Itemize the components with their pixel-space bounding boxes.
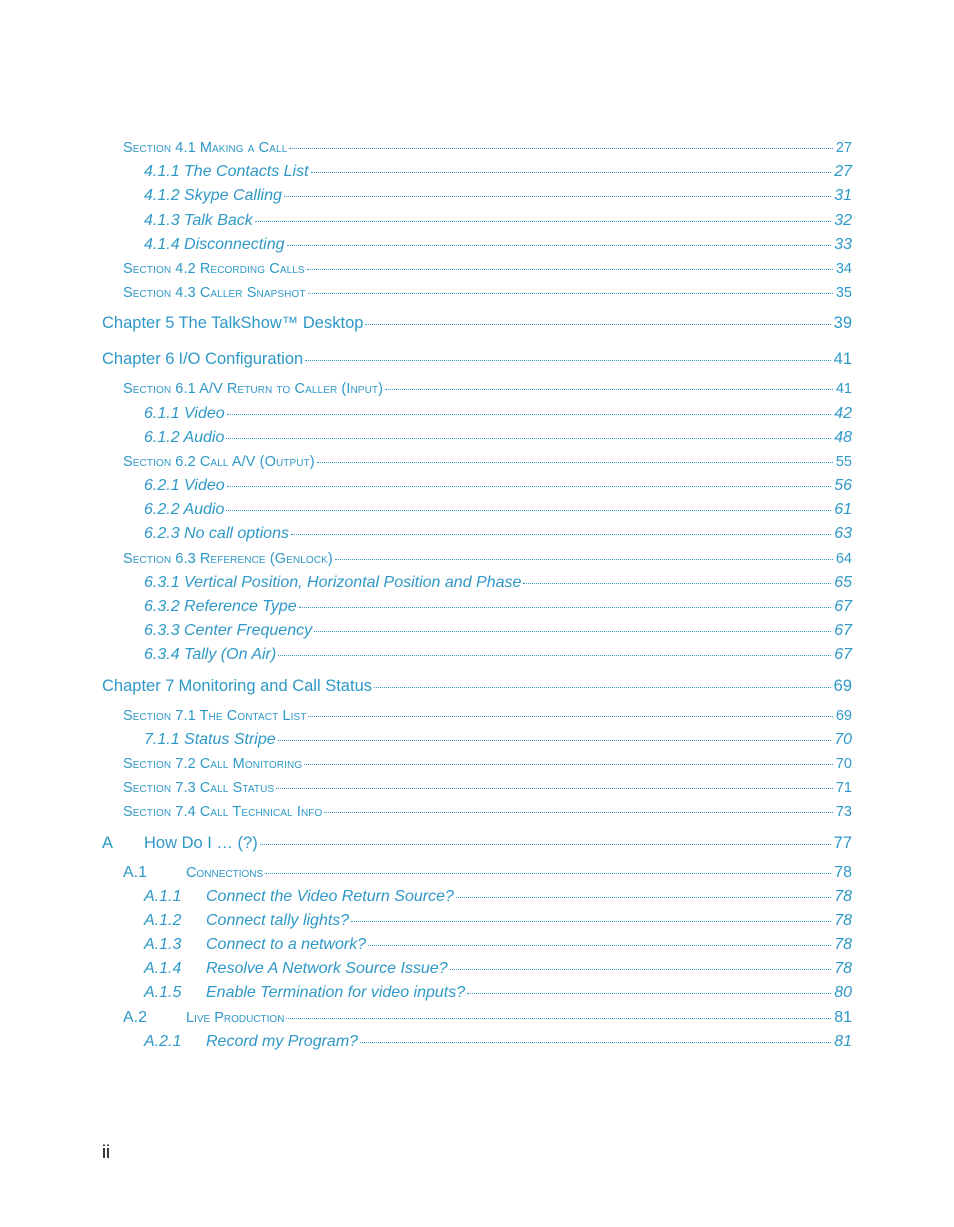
toc-entry-title: Section 6.1 A/V Return to Caller (Input) bbox=[123, 381, 384, 398]
toc-entry-title: Enable Termination for video inputs? bbox=[206, 984, 466, 1002]
toc-entry-sub[interactable] bbox=[102, 643, 852, 667]
toc-entry-title: Connect to a network? bbox=[206, 936, 367, 954]
dot-leader bbox=[365, 324, 830, 325]
toc-entry-page-number: 70 bbox=[834, 730, 852, 748]
toc-entry-title: Connect the Video Return Source? bbox=[206, 887, 454, 905]
dot-leader bbox=[305, 360, 830, 361]
toc-entry-page-number: 41 bbox=[833, 350, 852, 369]
toc-entry-title: Monitoring and Call Status bbox=[178, 676, 372, 695]
toc-entry-title: Section 4.3 Caller Snapshot bbox=[123, 285, 306, 302]
toc-entry-page-number: 67 bbox=[834, 598, 852, 615]
dot-leader bbox=[360, 1042, 831, 1043]
toc-entry-title: The TalkShow™ Desktop bbox=[178, 314, 364, 333]
toc-entry-title: 7.1.1 Status Stripe bbox=[144, 730, 276, 748]
toc-entry-title: Connections bbox=[186, 864, 264, 881]
dot-leader bbox=[287, 245, 832, 246]
toc-entry-page-number: 78 bbox=[834, 863, 852, 881]
dot-leader bbox=[324, 812, 832, 813]
dot-leader bbox=[260, 844, 831, 845]
toc-entry-sec[interactable] bbox=[102, 450, 852, 474]
dot-leader bbox=[286, 1018, 831, 1019]
toc-entry-sub[interactable] bbox=[102, 426, 852, 450]
dot-leader bbox=[314, 631, 831, 632]
toc-entry-sec[interactable] bbox=[102, 800, 852, 824]
toc-entry-number: A.1 bbox=[123, 863, 148, 881]
toc-entry-sub[interactable] bbox=[102, 522, 852, 546]
toc-entry-page-number: 80 bbox=[834, 984, 852, 1002]
toc-entry-title: 6.3.1 Vertical Position, Horizontal Position and Phase bbox=[144, 573, 522, 591]
toc-entry-page-number: 78 bbox=[834, 960, 852, 978]
toc-entry-title: Connect tally lights? bbox=[206, 911, 350, 929]
dot-leader bbox=[374, 687, 831, 688]
dot-leader bbox=[227, 414, 832, 415]
toc-entry-title: 6.3.4 Tally (On Air) bbox=[144, 646, 277, 664]
toc-entry-title: 6.2.3 No call options bbox=[144, 525, 289, 543]
dot-leader bbox=[284, 196, 831, 197]
dot-leader bbox=[304, 764, 833, 765]
toc-entry-number: A.1.2 bbox=[144, 911, 182, 929]
toc-entry-page-number: 67 bbox=[834, 646, 852, 664]
toc-entry-asub[interactable] bbox=[102, 957, 852, 981]
toc-entry-asub[interactable] bbox=[102, 933, 852, 957]
toc-entry-sub[interactable] bbox=[102, 233, 852, 257]
toc-entry-asub[interactable] bbox=[102, 981, 852, 1005]
toc-entry-sub[interactable] bbox=[102, 160, 852, 184]
toc-entry-page-number: 27 bbox=[834, 163, 852, 181]
toc-entry-title: Section 7.4 Call Technical Info bbox=[123, 804, 323, 821]
toc-entry-title: 6.1.1 Video bbox=[144, 404, 225, 422]
dot-leader bbox=[307, 269, 833, 270]
toc-entry-number: A bbox=[102, 833, 114, 852]
toc-entry-sub[interactable] bbox=[102, 595, 852, 619]
toc-entry-asub[interactable] bbox=[102, 1030, 852, 1054]
toc-entry-page-number: 67 bbox=[834, 622, 852, 640]
toc-entry-number: A.1.5 bbox=[144, 984, 182, 1002]
toc-entry-sec[interactable] bbox=[102, 704, 852, 728]
toc-entry-page-number: 73 bbox=[835, 804, 852, 821]
dot-leader bbox=[311, 172, 832, 173]
toc-entry-title: Section 7.3 Call Status bbox=[123, 780, 275, 797]
toc-entry-title: Live Production bbox=[186, 1009, 285, 1026]
toc-entry-page-number: 42 bbox=[834, 404, 852, 422]
toc-entry-page-number: 70 bbox=[835, 755, 852, 772]
toc-entry-sub[interactable] bbox=[102, 209, 852, 233]
toc-entry-page-number: 34 bbox=[835, 260, 852, 277]
toc-entry-page-number: 55 bbox=[835, 453, 852, 470]
dot-leader bbox=[291, 534, 831, 535]
toc-entry-sub[interactable] bbox=[102, 571, 852, 595]
toc-entry-page-number: 63 bbox=[834, 525, 852, 543]
toc-entry-sub[interactable] bbox=[102, 402, 852, 426]
toc-entry-page-number: 78 bbox=[834, 911, 852, 929]
toc-entry-page-number: 48 bbox=[834, 428, 852, 446]
toc-entry-chap[interactable] bbox=[102, 305, 852, 341]
toc-entry-title: 6.3.3 Center Frequency bbox=[144, 622, 313, 640]
toc-entry-page-number: 65 bbox=[834, 573, 852, 591]
toc-entry-title: 6.2.1 Video bbox=[144, 477, 225, 495]
toc-entry-page-number: 71 bbox=[835, 780, 852, 797]
dot-leader bbox=[385, 389, 833, 390]
toc-entry-sec[interactable] bbox=[102, 281, 852, 305]
toc-entry-title: Section 7.1 The Contact List bbox=[123, 707, 307, 724]
toc-entry-asec[interactable] bbox=[102, 861, 852, 885]
toc-entry-sub[interactable] bbox=[102, 619, 852, 643]
dot-leader bbox=[351, 921, 831, 922]
toc-entry-number: A.2.1 bbox=[144, 1032, 182, 1050]
toc-entry-page-number: 77 bbox=[833, 833, 852, 852]
dot-leader bbox=[308, 293, 833, 294]
toc-entry-number: A.2 bbox=[123, 1008, 148, 1026]
dot-leader bbox=[227, 486, 832, 487]
toc-entry-sub[interactable] bbox=[102, 474, 852, 498]
toc-entry-title: Section 6.2 Call A/V (Output) bbox=[123, 453, 315, 470]
toc-entry-number: Chapter 5 bbox=[102, 314, 175, 333]
toc-entry-title: Section 7.2 Call Monitoring bbox=[123, 755, 303, 772]
dot-leader bbox=[278, 655, 831, 656]
dot-leader bbox=[368, 945, 831, 946]
toc-entry-page-number: 31 bbox=[834, 187, 852, 205]
toc-entry-sec[interactable] bbox=[102, 547, 852, 571]
toc-entry-sub[interactable] bbox=[102, 184, 852, 208]
dot-leader bbox=[255, 221, 831, 222]
toc-entry-number: Chapter 7 bbox=[102, 676, 175, 695]
toc-entry-title: Section 4.2 Recording Calls bbox=[123, 260, 305, 277]
toc-entry-asec[interactable] bbox=[102, 1006, 852, 1030]
dot-leader bbox=[265, 873, 831, 874]
toc-entry-sec[interactable] bbox=[102, 136, 852, 160]
toc-entry-chap[interactable] bbox=[102, 341, 852, 377]
toc-entry-sec[interactable] bbox=[102, 752, 852, 776]
toc-entry-asub[interactable] bbox=[102, 885, 852, 909]
toc-entry-page-number: 32 bbox=[834, 211, 852, 229]
toc-entry-page-number: 56 bbox=[834, 477, 852, 495]
toc-entry-number: Chapter 6 bbox=[102, 350, 175, 369]
page-number: ii bbox=[102, 1142, 110, 1162]
dot-leader bbox=[308, 716, 832, 717]
toc-entry-page-number: 39 bbox=[833, 314, 852, 333]
toc-entry-title: I/O Configuration bbox=[178, 350, 304, 369]
toc-entry-page-number: 27 bbox=[835, 140, 852, 156]
toc-entry-sub[interactable] bbox=[102, 498, 852, 522]
toc-entry-asub[interactable] bbox=[102, 909, 852, 933]
dot-leader bbox=[226, 510, 831, 511]
toc-entry-number: A.1.1 bbox=[144, 887, 182, 905]
toc-entry-page-number: 33 bbox=[834, 235, 852, 253]
dot-leader bbox=[523, 583, 831, 584]
toc-entry-sub[interactable] bbox=[102, 728, 852, 752]
toc-entry-appx[interactable] bbox=[102, 825, 852, 861]
toc-entry-page-number: 41 bbox=[835, 381, 852, 398]
toc-entry-title: 4.1.2 Skype Calling bbox=[144, 187, 282, 205]
toc-entry-page-number: 78 bbox=[834, 936, 852, 954]
dot-leader bbox=[278, 740, 832, 741]
toc-entry-title: 4.1.4 Disconnecting bbox=[144, 235, 285, 253]
toc-entry-sec[interactable] bbox=[102, 776, 852, 800]
toc-entry-title: 4.1.3 Talk Back bbox=[144, 211, 253, 229]
dot-leader bbox=[289, 148, 833, 149]
toc-entry-page-number: 61 bbox=[834, 501, 852, 519]
dot-leader bbox=[450, 969, 832, 970]
toc-entry-sec[interactable] bbox=[102, 257, 852, 281]
toc-entry-title: Resolve A Network Source Issue? bbox=[206, 960, 448, 978]
toc-entry-sec[interactable] bbox=[102, 377, 852, 401]
dot-leader bbox=[226, 438, 831, 439]
dot-leader bbox=[467, 993, 831, 994]
toc-entry-title: 4.1.1 The Contacts List bbox=[144, 163, 309, 181]
toc-entry-title: How Do I … (?) bbox=[144, 833, 258, 852]
dot-leader bbox=[317, 462, 833, 463]
toc-entry-title: 6.3.2 Reference Type bbox=[144, 598, 297, 615]
toc-entry-title: Section 4.1 Making a Call bbox=[123, 140, 288, 156]
toc-entry-title: Record my Program? bbox=[206, 1032, 359, 1050]
dot-leader bbox=[335, 559, 833, 560]
toc-entry-page-number: 35 bbox=[835, 285, 852, 302]
toc-entry-page-number: 78 bbox=[834, 887, 852, 905]
dot-leader bbox=[276, 788, 833, 789]
toc-entry-title: 6.2.2 Audio bbox=[144, 501, 225, 519]
dot-leader bbox=[456, 897, 831, 898]
toc-entry-chap[interactable] bbox=[102, 668, 852, 704]
toc-entry-page-number: 64 bbox=[835, 550, 852, 567]
toc-entry-title: Section 6.3 Reference (Genlock) bbox=[123, 550, 333, 567]
toc-entry-number: A.1.3 bbox=[144, 936, 182, 954]
toc-entry-page-number: 69 bbox=[835, 707, 852, 724]
toc-entry-page-number: 81 bbox=[834, 1032, 852, 1050]
toc-entry-page-number: 69 bbox=[833, 676, 852, 695]
dot-leader bbox=[299, 607, 832, 608]
table-of-contents bbox=[102, 136, 852, 1054]
toc-entry-title: 6.1.2 Audio bbox=[144, 428, 225, 446]
toc-entry-page-number: 81 bbox=[834, 1008, 852, 1026]
toc-entry-number: A.1.4 bbox=[144, 960, 182, 978]
